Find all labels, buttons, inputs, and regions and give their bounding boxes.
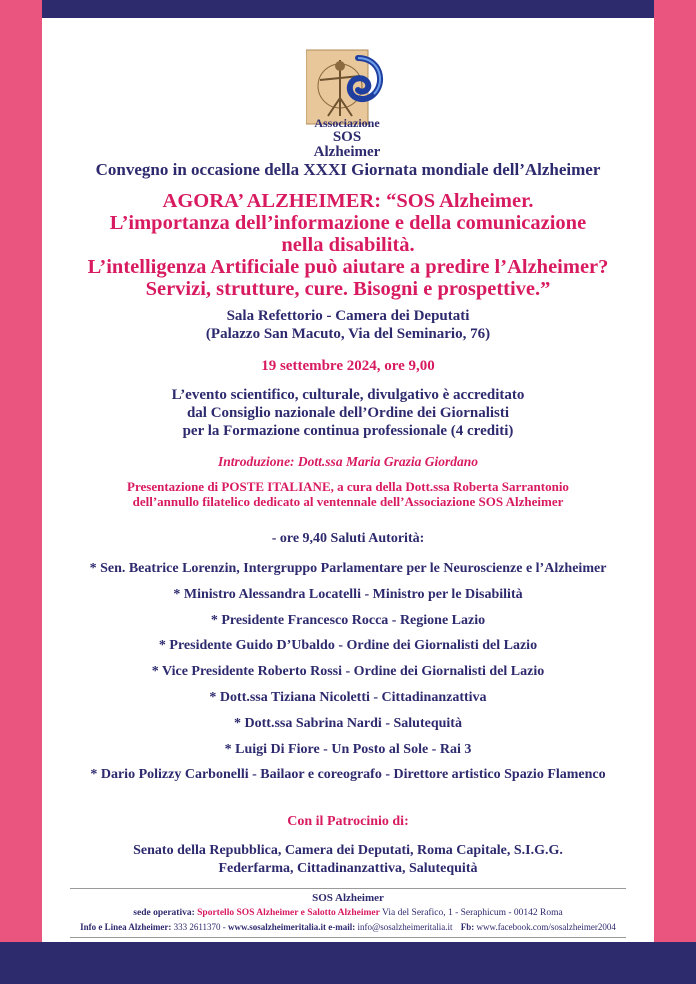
footer-email-label: e-mail: bbox=[328, 922, 356, 932]
footer-sede-label: sede operativa: bbox=[133, 908, 195, 918]
accreditation bbox=[42, 386, 654, 440]
top-frame-bar bbox=[0, 0, 696, 18]
speaker-item: * Vice Presidente Roberto Rossi - Ordine dei Giornalisti del Lazio bbox=[151, 664, 545, 680]
speaker-item: * Ministro Alessandra Locatelli - Ministro per le Disabilità bbox=[173, 586, 523, 602]
title-line-2: L’importanza dell’informazione e della comunicazione bbox=[109, 212, 587, 234]
accreditation-line-1: L’evento scientifico, culturale, divulgativo è accreditato bbox=[171, 387, 525, 403]
bottom-frame-bar bbox=[0, 942, 696, 984]
footer-sede bbox=[42, 908, 654, 918]
footer-email-link[interactable]: info@sosalzheimeritalia.it bbox=[357, 922, 453, 932]
speakers-list bbox=[42, 556, 654, 788]
event-date: 19 settembre 2024, ore 9,00 bbox=[261, 358, 435, 374]
speaker-item: * Presidente Francesco Rocca - Regione Lazio bbox=[210, 612, 486, 628]
title-line-4: L’intelligenza Artificiale può aiutare a predire l’Alzheimer? bbox=[87, 256, 609, 278]
footer-divider bbox=[70, 888, 626, 889]
footer-org: SOS Alzheimer bbox=[312, 892, 384, 904]
presentation-line-2: dell’annullo filatelico dedicato al ventennale dell’Associazione SOS Alzheimer bbox=[132, 494, 564, 509]
venue bbox=[42, 307, 654, 343]
logo-line-alzheimer: Alzheimer bbox=[313, 144, 381, 160]
title-line-5: Servizi, strutture, cure. Bisogni e prospettive.” bbox=[145, 278, 551, 300]
footer-phone: 333 2611370 bbox=[173, 922, 221, 932]
patronage-line-1: Senato della Repubblica, Camera dei Deputati, Roma Capitale, S.I.G.G. bbox=[133, 843, 563, 858]
footer-contacts bbox=[42, 922, 654, 932]
footer-website-link[interactable]: www.sosalzheimeritalia.it bbox=[228, 922, 327, 932]
flyer-content bbox=[42, 18, 654, 942]
event-title bbox=[42, 190, 654, 300]
speaker-item: * Dott.ssa Tiziana Nicoletti - Cittadinanzattiva bbox=[209, 689, 487, 705]
accreditation-line-2: dal Consiglio nazionale dell’Ordine dei Giornalisti bbox=[186, 405, 510, 421]
logo-wordmark bbox=[292, 116, 402, 160]
right-frame-bar bbox=[654, 0, 696, 984]
venue-line-1: Sala Refettorio - Camera dei Deputati bbox=[226, 308, 470, 324]
patronage-list bbox=[42, 842, 654, 878]
speaker-item: * Dario Polizzy Carbonelli - Bailaor e coreografo - Direttore artistico Spazio Flamenco bbox=[90, 767, 606, 783]
presentation bbox=[42, 479, 654, 509]
title-line-1: AGORA’ ALZHEIMER: “SOS Alzheimer. bbox=[162, 190, 534, 212]
introduction: Introduzione: Dott.ssa Maria Grazia Giordano bbox=[218, 454, 478, 469]
footer-fb-label: Fb: bbox=[460, 922, 475, 932]
footer-fb-link[interactable]: www.facebook.com/sosalzheimer2004 bbox=[476, 922, 616, 932]
convegno-heading: Convegno in occasione della XXXI Giornata mondiale dell’Alzheimer bbox=[95, 160, 601, 179]
presentation-line-1: Presentazione di POSTE ITALIANE, a cura della Dott.ssa Roberta Sarrantonio bbox=[127, 479, 569, 494]
accreditation-line-3: per la Formazione continua professionale (4 crediti) bbox=[182, 423, 514, 439]
footer-sede-address: Via del Serafico, 1 - Seraphicum - 00142 Roma bbox=[382, 908, 563, 918]
left-frame-bar bbox=[0, 0, 42, 984]
speaker-item: * Sen. Beatrice Lorenzin, Intergruppo Parlamentare per le Neuroscienze e l’Alzheimer bbox=[89, 561, 607, 576]
speaker-item: * Dott.ssa Sabrina Nardi - Salutequità bbox=[234, 715, 462, 731]
patronage-heading: Con il Patrocinio di: bbox=[287, 814, 409, 829]
venue-line-2: (Palazzo San Macuto, Via del Seminario, 76) bbox=[205, 326, 491, 342]
logo-line-associazione: Associazione bbox=[314, 116, 380, 130]
title-line-3: nella disabilità. bbox=[281, 234, 415, 256]
greetings-heading: - ore 9,40 Saluti Autorità: bbox=[271, 531, 425, 546]
logo-line-sos: SOS bbox=[332, 129, 362, 145]
footer-sede-name: Sportello SOS Alzheimer e Salotto Alzheimer bbox=[197, 908, 380, 918]
footer-separator: - bbox=[222, 922, 226, 932]
footer-info-label: Info e Linea Alzheimer: bbox=[80, 922, 172, 932]
speaker-item: * Luigi Di Fiore - Un Posto al Sole - Rai 3 bbox=[224, 741, 472, 757]
patronage-line-2: Federfarma, Cittadinanzattiva, Salutequità bbox=[218, 861, 478, 876]
speaker-item: * Presidente Guido D’Ubaldo - Ordine dei Giornalisti del Lazio bbox=[158, 638, 538, 654]
footer-bottom-divider bbox=[70, 937, 626, 938]
